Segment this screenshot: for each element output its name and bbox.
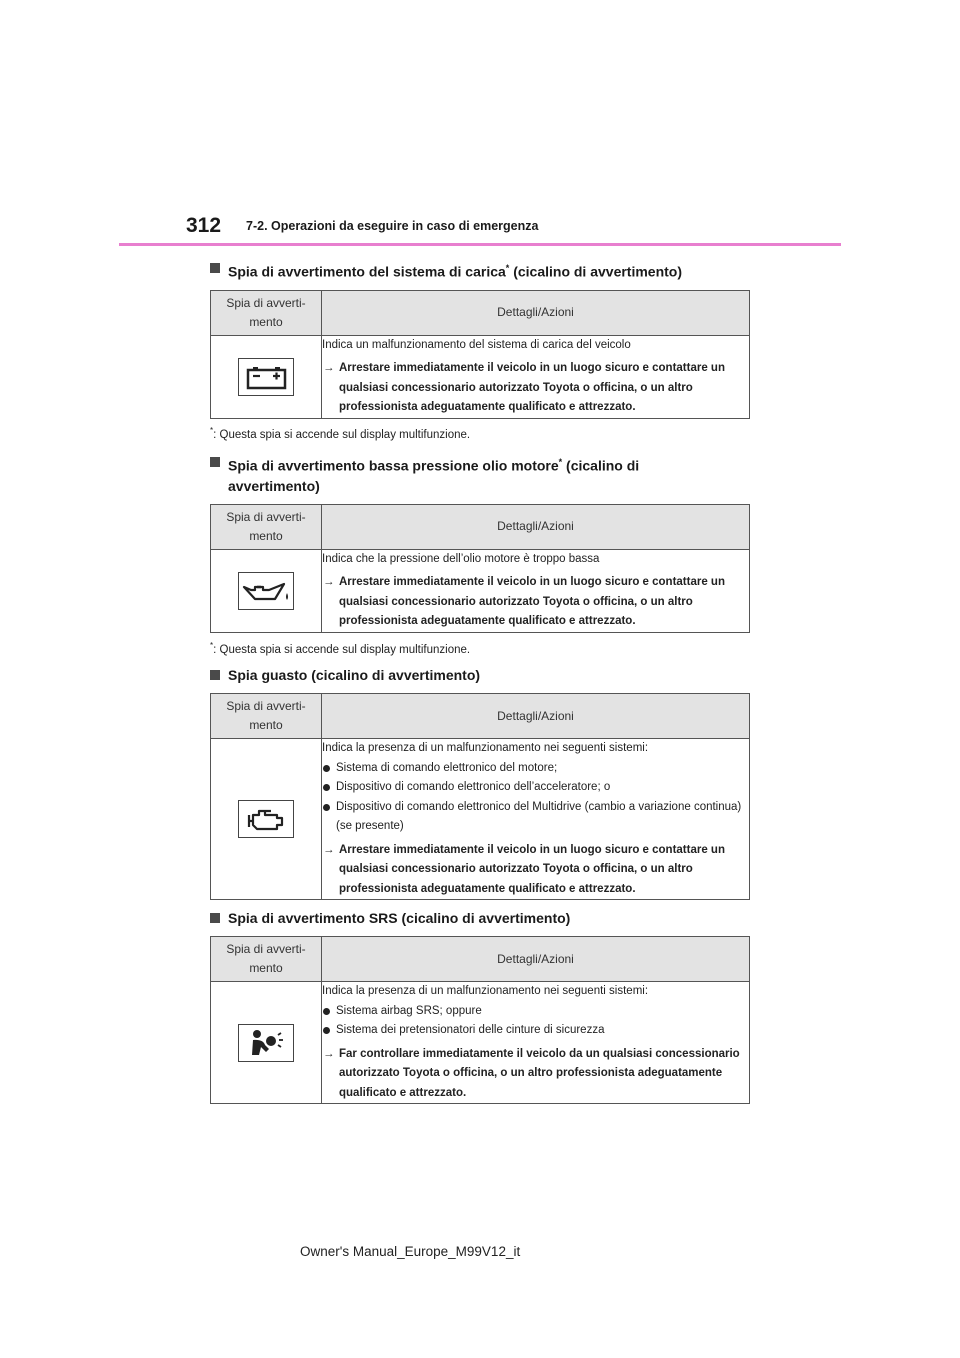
- warning-table: [210, 504, 750, 633]
- footnote-mark: *: [505, 263, 510, 273]
- col-header-light: Spia di avverti- mento: [211, 694, 322, 739]
- heading-text: Spia di avvertimento bassa pressione olio motore: [228, 457, 559, 474]
- arrow-icon: →: [323, 362, 335, 375]
- heading-suffix: (cicalino di avvertimento): [228, 457, 640, 494]
- header-rule: [119, 243, 841, 246]
- chapter-title: 7-2. Operazioni da eseguire in caso di emergenza: [246, 219, 539, 233]
- heading-text: Spia di avvertimento SRS (cicalino di avvertimento): [228, 910, 571, 926]
- section-heading: [210, 452, 750, 496]
- heading-text: Spia di avvertimento del sistema di carica: [228, 263, 506, 280]
- section-heading: [210, 908, 750, 928]
- list-item: Sistema airbag SRS; oppure: [322, 1002, 749, 1022]
- col-header-details: Dettagli/Azioni: [322, 937, 750, 982]
- arrow-icon: →: [323, 576, 335, 589]
- description: Indica un malfunzionamento del sistema di carica del veicolo: [322, 338, 631, 351]
- section-malfunction: [210, 665, 750, 900]
- bullet-dot-icon: [323, 804, 330, 811]
- col-header-details: Dettagli/Azioni: [322, 694, 750, 739]
- oil-can-icon: [238, 572, 294, 610]
- footer-text: Owner's Manual_Europe_M99V12_it: [300, 1244, 521, 1259]
- section-charging-system: [210, 258, 750, 419]
- square-bullet-icon: [210, 913, 220, 923]
- description: Indica la presenza di un malfunzionamento nei seguenti sistemi:: [322, 742, 649, 754]
- list-item: Dispositivo di comando elettronico del Multidrive (cambio a variazione continua) (se presente): [322, 798, 749, 837]
- icon-cell: [211, 982, 322, 1104]
- square-bullet-icon: [210, 457, 220, 467]
- warning-table: [210, 693, 750, 900]
- col-header-details: Dettagli/Azioni: [322, 290, 750, 335]
- footnote-mark: *: [558, 457, 563, 467]
- action-text: → Arrestare immediatamente il veicolo in un luogo sicuro e contattare un qualsiasi concessionario autorizzato Toyota o officina, o un altro professionista adeguatamente qualificato e attrezzato.: [322, 573, 749, 632]
- bullet-dot-icon: [323, 1008, 330, 1015]
- icon-cell: [211, 335, 322, 418]
- description: Indica la presenza di un malfunzionamento nei seguenti sistemi:: [322, 985, 649, 997]
- footnote: *: Questa spia si accende sul display multifunzione.: [210, 641, 471, 656]
- description: Indica che la pressione dell’olio motore è troppo bassa: [322, 552, 600, 565]
- battery-icon: [238, 358, 294, 396]
- action-text: → Arrestare immediatamente il veicolo in un luogo sicuro e contattare un qualsiasi concessionario autorizzato Toyota o officina, o un altro professionista adeguatamente qualificato e attrezzato.: [322, 359, 749, 418]
- details-cell: [322, 982, 750, 1104]
- icon-cell: [211, 739, 322, 900]
- icon-cell: [211, 549, 322, 632]
- col-header-light: Spia di avverti- mento: [211, 290, 322, 335]
- section-srs: [210, 908, 750, 1104]
- engine-icon: [238, 800, 294, 838]
- section-heading: [210, 665, 750, 685]
- col-header-light: Spia di avverti- mento: [211, 937, 322, 982]
- page-number: 312: [186, 214, 222, 237]
- footnote: *: Questa spia si accende sul display multifunzione.: [210, 426, 471, 441]
- section-oil-pressure: [210, 452, 750, 633]
- action-text: → Arrestare immediatamente il veicolo in un luogo sicuro e contattare un qualsiasi concessionario autorizzato Toyota o officina, o un altro professionista adeguatamente qualificato e attrezzato.: [322, 841, 749, 900]
- heading-text: Spia guasto (cicalino di avvertimento): [228, 667, 481, 683]
- col-header-light: Spia di avverti- mento: [211, 504, 322, 549]
- bullet-dot-icon: [323, 765, 330, 772]
- square-bullet-icon: [210, 263, 220, 273]
- heading-suffix: (cicalino di avvertimento): [509, 263, 683, 280]
- list-item: Sistema dei pretensionatori delle cinture di sicurezza: [322, 1021, 749, 1041]
- bullet-dot-icon: [323, 784, 330, 791]
- action-text: → Far controllare immediatamente il veicolo da un qualsiasi concessionario autorizzato Toyota o officina, o un altro professionista adeguatamente qualificato e attrezzato.: [322, 1045, 749, 1104]
- col-header-details: Dettagli/Azioni: [322, 504, 750, 549]
- square-bullet-icon: [210, 670, 220, 680]
- section-heading: [210, 258, 750, 282]
- warning-table: [210, 290, 750, 419]
- list-item: Dispositivo di comando elettronico dell’acceleratore; o: [322, 778, 749, 798]
- airbag-icon: [238, 1024, 294, 1062]
- list-item: Sistema di comando elettronico del motore;: [322, 759, 749, 779]
- details-cell: [322, 335, 750, 418]
- details-cell: [322, 549, 750, 632]
- footnote-mark: *: [210, 641, 214, 650]
- bullet-dot-icon: [323, 1027, 330, 1034]
- details-cell: [322, 739, 750, 900]
- warning-table: [210, 936, 750, 1104]
- arrow-icon: →: [323, 1047, 335, 1060]
- arrow-icon: →: [323, 843, 335, 856]
- footnote-mark: *: [210, 426, 214, 435]
